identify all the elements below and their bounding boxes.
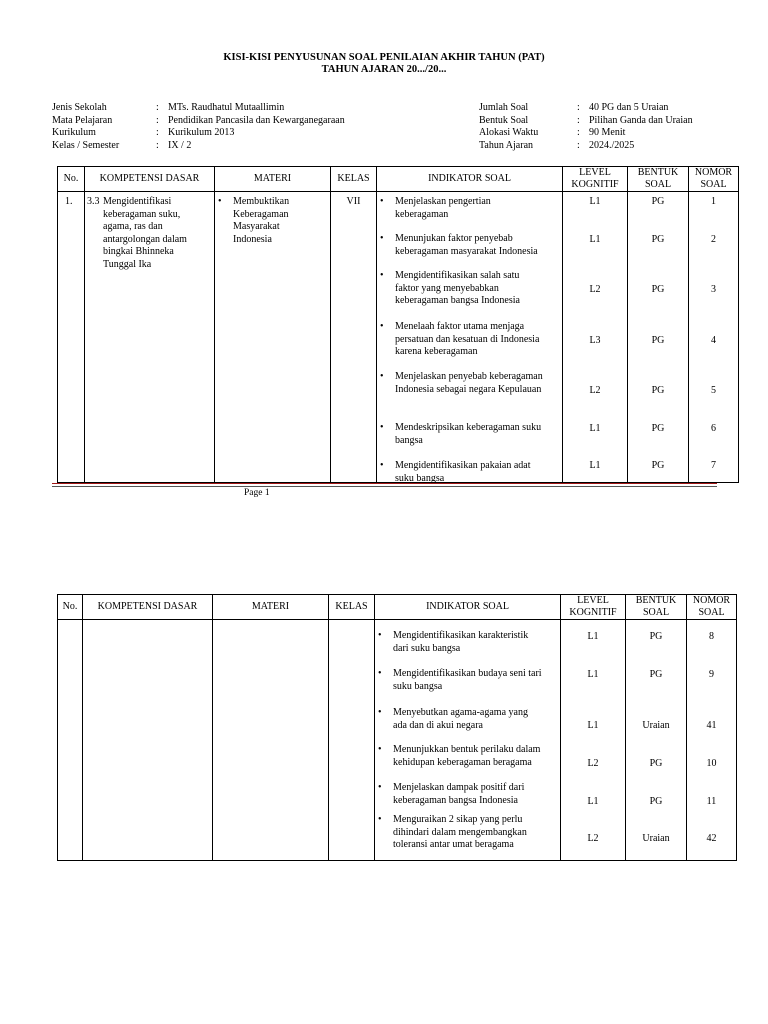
page-break-line xyxy=(52,486,717,487)
bentuk-value: PG xyxy=(649,758,663,769)
indikator-line: Mengidentifikasikan pakaian adat xyxy=(395,460,531,471)
info-value: Pendidikan Pancasila dan Kewarganegaraan xyxy=(168,114,345,126)
header-kelas: KELAS xyxy=(329,595,375,620)
indikator-line: toleransi antar umat beragama xyxy=(393,839,514,850)
nomor-value: 4 xyxy=(711,335,716,346)
bullet: • xyxy=(378,782,382,793)
indikator-item xyxy=(378,630,558,655)
header-kompetensi-dasar: KOMPETENSI DASAR xyxy=(83,595,213,620)
info-row xyxy=(52,102,452,115)
info-row xyxy=(52,115,452,128)
info-left xyxy=(52,102,452,152)
info-label: Mata Pelajaran xyxy=(52,114,113,126)
nomor-value: 11 xyxy=(706,796,717,807)
indikator-line: kehidupan keberagaman beragama xyxy=(393,756,532,768)
nomor-value: 2 xyxy=(711,234,716,245)
info-value: Kurikulum 2013 xyxy=(168,127,235,138)
cell-indikator xyxy=(377,192,563,483)
indikator-line: Menelaah faktor utama menjaga xyxy=(395,321,525,332)
row-number: 1. xyxy=(65,196,73,207)
indikator-item xyxy=(380,371,560,396)
kd-line: Mengidentifikasi xyxy=(103,196,172,207)
header-kompetensi-dasar: KOMPETENSI DASAR xyxy=(85,167,215,192)
indikator-item xyxy=(380,422,560,447)
indikator-line: Mengidentifikasikan budaya seni tari xyxy=(393,668,542,679)
info-colon: : xyxy=(156,139,159,151)
info-row xyxy=(479,102,739,115)
indikator-item xyxy=(380,196,560,221)
header-bentuk-line2: SOAL xyxy=(644,179,672,190)
indikator-line: Menjelaskan dampak positif dari xyxy=(393,782,525,793)
level-value: L1 xyxy=(589,423,601,434)
info-row xyxy=(479,127,739,140)
level-value: L2 xyxy=(587,833,599,844)
indikator-line: suku bangsa xyxy=(395,472,445,484)
info-label: Bentuk Soal xyxy=(479,114,529,126)
materi-line: Indonesia xyxy=(233,233,272,245)
bentuk-value: PG xyxy=(651,335,665,346)
info-row xyxy=(479,140,739,153)
indikator-line: suku bangsa xyxy=(393,680,443,692)
header-nomor-line2: SOAL xyxy=(698,607,725,618)
bentuk-value: PG xyxy=(651,423,665,434)
level-value: L1 xyxy=(587,631,599,642)
info-value: IX / 2 xyxy=(168,139,192,151)
indikator-line: Mengidentifikasikan salah satu xyxy=(395,270,520,281)
header-nomor-line1: NOMOR xyxy=(692,595,731,606)
cell-kompetensi-dasar xyxy=(83,620,213,861)
nomor-value: 1 xyxy=(711,196,716,207)
indikator-item xyxy=(378,744,558,769)
header-nomor-line1: NOMOR xyxy=(694,167,733,178)
cell-level-kognitif xyxy=(563,192,628,483)
info-colon: : xyxy=(156,102,159,113)
info-right xyxy=(479,102,739,152)
kisi-table-page1 xyxy=(57,166,739,483)
indikator-line: karena keberagaman xyxy=(395,346,478,357)
header-level-kognitif xyxy=(561,595,626,620)
cell-no xyxy=(58,620,83,861)
cell-bentuk-soal xyxy=(626,620,687,861)
bentuk-value: PG xyxy=(651,234,665,245)
cell-kelas xyxy=(329,620,375,861)
header-indikator-soal: INDIKATOR SOAL xyxy=(375,595,561,620)
bentuk-value: PG xyxy=(649,631,663,642)
header-nomor-line2: SOAL xyxy=(700,179,727,190)
info-colon: : xyxy=(156,127,159,138)
cell-nomor-soal xyxy=(689,192,739,483)
kd-line: keberagaman suku, xyxy=(103,208,181,220)
kd-text xyxy=(103,196,187,271)
cell-kelas xyxy=(331,192,377,483)
info-value: Pilihan Ganda dan Uraian xyxy=(589,114,693,126)
bullet: • xyxy=(378,814,382,825)
header-materi: MATERI xyxy=(215,167,331,192)
bullet: • xyxy=(378,707,382,718)
info-colon: : xyxy=(577,114,580,126)
nomor-value: 5 xyxy=(711,385,716,396)
indikator-item xyxy=(380,270,560,308)
info-label: Alokasi Waktu xyxy=(479,127,539,138)
bullet: • xyxy=(380,460,384,471)
info-colon: : xyxy=(577,127,580,138)
cell-materi xyxy=(215,192,331,483)
header-bentuk-line1: BENTUK xyxy=(635,595,677,606)
indikator-item xyxy=(378,782,558,807)
bullet: • xyxy=(380,422,384,433)
table-row xyxy=(58,620,737,861)
kelas-value: VII xyxy=(346,196,361,207)
indikator-line: Menjelaskan pengertian xyxy=(395,196,491,207)
cell-bentuk-soal xyxy=(628,192,689,483)
table-row xyxy=(58,192,739,483)
header-no: No. xyxy=(58,167,85,192)
header-indikator-soal: INDIKATOR SOAL xyxy=(377,167,563,192)
level-value: L2 xyxy=(589,284,601,295)
bullet: • xyxy=(380,270,384,281)
header-level-line1: LEVEL xyxy=(579,167,611,178)
bullet: • xyxy=(378,630,382,641)
header-level-line2: KOGNITIF xyxy=(569,607,617,618)
indikator-line: keberagaman xyxy=(395,208,449,220)
header-nomor-soal xyxy=(687,595,737,620)
nomor-value: 9 xyxy=(709,669,714,680)
level-value: L1 xyxy=(589,196,601,207)
info-label: Kelas / Semester xyxy=(52,139,120,151)
info-colon: : xyxy=(577,102,580,113)
bentuk-value: PG xyxy=(651,196,665,207)
header-bentuk-line2: SOAL xyxy=(642,607,670,618)
info-row xyxy=(52,127,452,140)
nomor-value: 8 xyxy=(709,631,714,642)
indikator-line: Menjelaskan penyebab keberagaman xyxy=(395,371,543,382)
document-title: KISI-KISI PENYUSUNAN SOAL PENILAIAN AKHIR TAHUN (PAT) xyxy=(223,52,545,63)
info-label: Jumlah Soal xyxy=(479,102,529,113)
materi-line: Masyarakat xyxy=(233,221,280,232)
bullet: • xyxy=(380,321,384,332)
level-value: L1 xyxy=(587,796,599,807)
indikator-line: bangsa xyxy=(395,434,423,446)
header-bentuk-soal xyxy=(628,167,689,192)
materi-line: Keberagaman xyxy=(233,208,289,220)
info-row xyxy=(479,115,739,128)
indikator-item xyxy=(378,814,558,852)
info-colon: : xyxy=(577,139,580,151)
kisi-table-page2 xyxy=(57,594,737,861)
indikator-line: Menyebutkan agama-agama yang xyxy=(393,707,528,718)
kd-number: 3.3 xyxy=(87,196,100,207)
table-header-row xyxy=(58,167,739,192)
nomor-value: 7 xyxy=(711,460,716,471)
bullet: • xyxy=(380,233,384,244)
info-label: Jenis Sekolah xyxy=(52,102,107,113)
kd-line: antargolongan dalam xyxy=(103,233,187,245)
kd-line: agama, ras dan xyxy=(103,221,163,232)
header-bentuk-soal xyxy=(626,595,687,620)
info-value: 90 Menit xyxy=(589,127,626,138)
bentuk-value: PG xyxy=(651,460,665,471)
level-value: L1 xyxy=(589,460,601,471)
page-label: Page 1 xyxy=(244,488,270,498)
bentuk-value: PG xyxy=(651,284,665,295)
cell-no xyxy=(58,192,85,483)
indikator-item xyxy=(378,668,558,693)
indikator-line: Indonesia sebagai negara Kepulauan xyxy=(395,383,542,395)
indikator-line: dari suku bangsa xyxy=(393,642,461,654)
materi-bullet: • xyxy=(218,196,222,207)
nomor-value: 42 xyxy=(706,833,717,844)
bentuk-value: PG xyxy=(651,385,665,396)
header-level-line2: KOGNITIF xyxy=(571,179,619,190)
header-level-kognitif xyxy=(563,167,628,192)
bullet: • xyxy=(378,744,382,755)
indikator-item xyxy=(380,321,560,359)
nomor-value: 6 xyxy=(711,423,716,434)
header-materi: MATERI xyxy=(213,595,329,620)
indikator-line: keberagaman bangsa Indonesia xyxy=(393,794,518,806)
level-value: L2 xyxy=(587,758,599,769)
cell-indikator xyxy=(375,620,561,861)
info-value: 40 PG dan 5 Uraian xyxy=(589,102,669,113)
cell-nomor-soal xyxy=(687,620,737,861)
indikator-line: Mendeskripsikan keberagaman suku xyxy=(395,422,542,433)
nomor-value: 10 xyxy=(706,758,717,769)
indikator-item xyxy=(380,460,560,485)
indikator-line: Menunjukkan bentuk perilaku dalam xyxy=(393,744,541,755)
kd-line: Tunggal Ika xyxy=(103,258,152,270)
bentuk-value: PG xyxy=(649,796,663,807)
cell-kompetensi-dasar xyxy=(85,192,215,483)
nomor-value: 41 xyxy=(706,720,717,731)
indikator-line: Menunjukan faktor penyebab xyxy=(395,233,513,244)
bullet: • xyxy=(380,371,384,382)
table-header-row xyxy=(58,595,737,620)
bentuk-value: PG xyxy=(649,669,663,680)
header-nomor-soal xyxy=(689,167,739,192)
cell-materi xyxy=(213,620,329,861)
indikator-line: dihindari dalam mengembangkan xyxy=(393,826,527,838)
header-no: No. xyxy=(58,595,83,620)
header-kelas: KELAS xyxy=(331,167,377,192)
indikator-line: keberagaman bangsa Indonesia xyxy=(395,295,520,306)
info-value: 2024./2025 xyxy=(589,139,635,151)
indikator-line: faktor yang menyebabkan xyxy=(395,282,499,294)
level-value: L3 xyxy=(589,335,601,346)
bullet: • xyxy=(378,668,382,679)
info-colon: : xyxy=(156,114,159,126)
info-label: Tahun Ajaran xyxy=(479,139,534,151)
document-subtitle: TAHUN AJARAN 20.../20... xyxy=(321,64,447,75)
bentuk-value: Uraian xyxy=(642,833,670,844)
indikator-line: persatuan dan kesatuan di Indonesia xyxy=(395,333,540,345)
nomor-value: 3 xyxy=(711,284,716,295)
level-value: L1 xyxy=(589,234,601,245)
indikator-line: ada dan di akui negara xyxy=(393,719,483,731)
cell-level-kognitif xyxy=(561,620,626,861)
indikator-line: Mengidentifikasikan karakteristik xyxy=(393,630,529,641)
info-row xyxy=(52,140,452,153)
indikator-line: Menguraikan 2 sikap yang perlu xyxy=(393,814,523,825)
indikator-line: keberagaman masyarakat Indonesia xyxy=(395,245,538,257)
indikator-item xyxy=(378,707,558,732)
kd-line: bingkai Bhinneka xyxy=(103,246,174,257)
header-bentuk-line1: BENTUK xyxy=(637,167,679,178)
page-break-line xyxy=(52,483,717,484)
info-label: Kurikulum xyxy=(52,127,96,138)
header-level-line1: LEVEL xyxy=(577,595,609,606)
info-value: MTs. Raudhatul Mutaallimin xyxy=(168,102,285,113)
indikator-item xyxy=(380,233,560,258)
bullet: • xyxy=(380,196,384,207)
bentuk-value: Uraian xyxy=(642,720,670,731)
level-value: L2 xyxy=(589,385,601,396)
level-value: L1 xyxy=(587,720,599,731)
level-value: L1 xyxy=(587,669,599,680)
materi-line: Membuktikan xyxy=(233,196,290,207)
materi-text xyxy=(233,196,289,246)
